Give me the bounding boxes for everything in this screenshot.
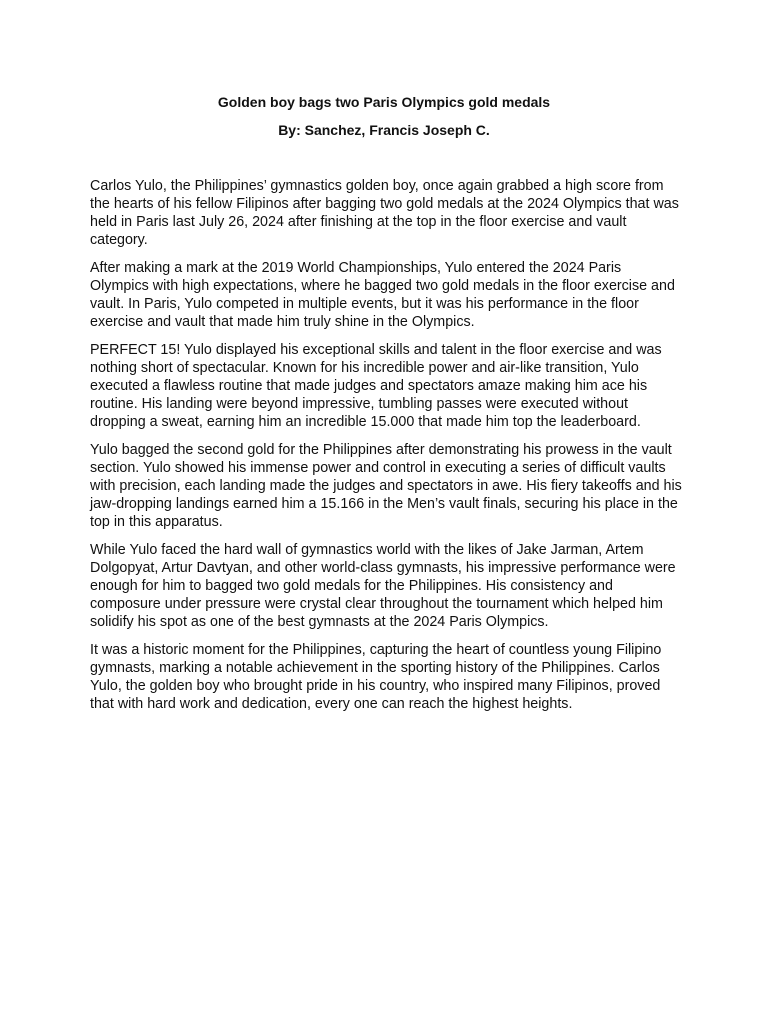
paragraph-4: Yulo bagged the second gold for the Philippines after demonstrating his prowess in the vault section. Yulo showed his immense power and control in executing a series of difficult vaults with precision, each landing made the judges and spectators in awe. His fiery takeoffs and his jaw-dropping landings earned him a 15.166 in the Men’s vault finals, securing his place in the top in this apparatus.: [90, 442, 682, 530]
article-title: Golden boy bags two Paris Olympics gold medals: [217, 94, 551, 110]
article-body: [90, 177, 682, 723]
paragraph-1: Carlos Yulo, the Philippines’ gymnastics golden boy, once again grabbed a high score from the hearts of his fellow Filipinos after bagging two gold medals at the 2024 Olympics that was held in Paris last July 26, 2024 after finishing at the top in the floor exercise and vault category.: [90, 178, 679, 248]
paragraph-6: It was a historic moment for the Philippines, capturing the heart of countless young Filipino gymnasts, marking a notable achievement in the sporting history of the Philippines. Carlos Yulo, the golden boy who brought pride in his country, who inspired many Filipinos, proved that with hard work and dedication, every one can reach the highest heights.: [90, 642, 662, 712]
article-byline: By: Sanchez, Francis Joseph C.: [278, 122, 490, 138]
paragraph-3: PERFECT 15! Yulo displayed his exceptional skills and talent in the floor exercise and was nothing short of spectacular. Known for his incredible power and air-like transition, Yulo executed a flawless routine that made judges and spectators amaze making him ace his routine. His landing were beyond impressive, tumbling passes were executed without dropping a sweat, earning him an incredible 15.000 that made him top the leaderboard.: [90, 342, 662, 430]
paragraph-2: After making a mark at the 2019 World Championships, Yulo entered the 2024 Paris Olympics with high expectations, where he bagged two gold medals in the floor exercise and vault. In Paris, Yulo competed in multiple events, but it was his performance in the floor exercise and vault that made him truly shine in the Olympics.: [90, 260, 675, 330]
paragraph-5: While Yulo faced the hard wall of gymnastics world with the likes of Jake Jarman, Artem Dolgopyat, Artur Davtyan, and other world-class gymnasts, his impressive performance were enough for him to bagged two gold medals for the Philippines. His consistency and composure under pressure were crystal clear throughout the tournament which helped him solidify his spot as one of the best gymnasts at the 2024 Paris Olympics.: [90, 542, 676, 630]
